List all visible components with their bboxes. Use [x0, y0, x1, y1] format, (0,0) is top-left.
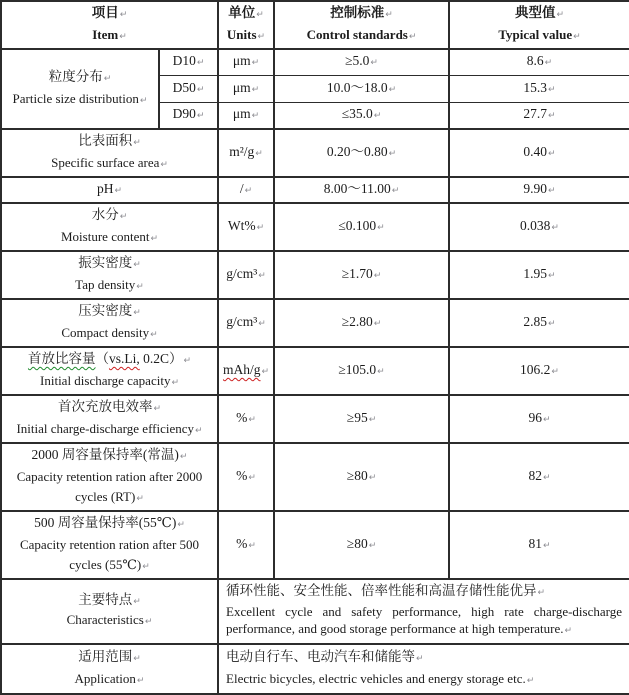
moisture-typical-cell	[449, 203, 629, 251]
d50-key-text: D50	[172, 79, 196, 95]
paragraph-mark-icon: ↵	[256, 10, 264, 20]
application-zh	[4, 647, 215, 669]
characteristics-label-cell	[1, 579, 218, 644]
idc-typical-cell	[449, 347, 629, 395]
paragraph-mark-icon: ↵	[255, 149, 263, 159]
paragraph-mark-icon: ↵	[548, 186, 556, 196]
d90-control-text: ≤35.0	[341, 106, 373, 122]
paragraph-mark-icon: ↵	[548, 319, 556, 329]
ssa-zh	[4, 131, 215, 153]
ret500-control-cell	[274, 511, 449, 579]
paragraph-mark-icon: ↵	[258, 319, 266, 329]
d90-unit-cell	[218, 102, 274, 129]
ret500-control-text: ≥80	[346, 536, 368, 551]
paragraph-mark-icon: ↵	[183, 356, 192, 366]
moisture-unit-cell	[218, 203, 274, 251]
paragraph-mark-icon: ↵	[251, 111, 260, 122]
ssa-en	[4, 153, 215, 175]
compact-item-cell	[1, 299, 218, 347]
d90-unit-text: μm	[232, 106, 251, 122]
header-item-en-text: Item	[92, 27, 119, 42]
ph-typical-text: 9.90	[523, 181, 548, 196]
ret2000-typical-cell	[449, 443, 629, 511]
paragraph-mark-icon: ↵	[177, 520, 185, 530]
header-item-en	[4, 25, 215, 47]
ret500-unit-text: %	[236, 536, 248, 551]
paragraph-mark-icon: ↵	[133, 653, 141, 664]
compact-control-cell	[274, 299, 449, 347]
d50-unit-text: μm	[232, 79, 251, 95]
table-row-initial-discharge	[1, 347, 629, 395]
paragraph-mark-icon: ↵	[103, 74, 112, 84]
d50-key-cell	[159, 75, 218, 102]
paragraph-mark-icon: ↵	[136, 675, 145, 686]
paragraph-mark-icon: ↵	[153, 404, 162, 414]
paragraph-mark-icon: ↵	[564, 626, 573, 636]
compact-typical-cell	[449, 299, 629, 347]
compact-zh-text: 压实密度	[78, 303, 133, 318]
table-row-ph	[1, 177, 629, 203]
header-typical-cell	[449, 1, 629, 49]
idc-unit-text: mAh/g	[222, 362, 261, 377]
ssa-typical-text: 0.40	[523, 144, 548, 159]
paragraph-mark-icon: ↵	[368, 415, 377, 425]
moisture-typical-text: 0.038	[520, 218, 551, 233]
paragraph-mark-icon: ↵	[251, 58, 260, 69]
header-control-zh-text: 控制标准	[330, 5, 385, 20]
header-item-zh-text: 项目	[91, 5, 119, 20]
tap-unit-cell	[218, 251, 274, 299]
eff-unit-text: %	[236, 410, 248, 425]
idc-control-cell	[274, 347, 449, 395]
paragraph-mark-icon: ↵	[160, 160, 168, 170]
header-typical-en-text: Typical value	[498, 27, 573, 42]
application-en-text: Application	[74, 670, 136, 686]
paragraph-mark-icon: ↵	[377, 223, 385, 233]
ret2000-zh-text: 2000 周容量保持率(常温)	[31, 447, 179, 462]
d10-control-cell	[274, 49, 449, 75]
idc-en-text: Initial discharge capacity	[40, 373, 171, 388]
paragraph-mark-icon: ↵	[368, 473, 377, 483]
d10-unit-text: μm	[232, 53, 251, 69]
tap-en	[4, 275, 215, 297]
idc-zh-name-text: 首放比容量	[27, 351, 96, 366]
ret500-en	[4, 535, 215, 577]
header-item-zh	[4, 3, 215, 25]
paragraph-mark-icon: ↵	[114, 186, 123, 196]
application-label-cell	[1, 644, 218, 694]
paragraph-mark-icon: ↵	[373, 111, 382, 122]
psd-en	[4, 89, 156, 111]
paragraph-mark-icon: ↵	[385, 10, 393, 20]
characteristics-content-en-text: Excellent cycle and safety performance, high rate charge-discharge performance, and good storage performance at high temperature.	[226, 603, 623, 636]
paragraph-mark-icon: ↵	[248, 541, 256, 551]
paragraph-mark-icon: ↵	[408, 32, 417, 42]
paragraph-mark-icon: ↵	[368, 541, 377, 551]
ret2000-item-cell	[1, 443, 218, 511]
paragraph-mark-icon: ↵	[556, 10, 565, 20]
compact-en-text: Compact density	[61, 325, 150, 340]
d90-key-cell	[159, 102, 218, 129]
ph-item-cell	[1, 177, 218, 203]
idc-en	[4, 371, 215, 393]
eff-control-cell	[274, 395, 449, 443]
ret2000-control-text: ≥80	[346, 468, 368, 483]
paragraph-mark-icon: ↵	[373, 319, 382, 329]
d10-key-cell	[159, 49, 218, 75]
ret500-zh	[4, 513, 215, 535]
eff-en	[4, 419, 215, 441]
paragraph-mark-icon: ↵	[388, 149, 397, 159]
characteristics-en	[4, 611, 215, 632]
characteristics-content-zh-text: 循环性能、安全性能、倍率性能和高温存储性能优异	[226, 583, 537, 598]
paragraph-mark-icon: ↵	[548, 111, 556, 122]
compact-zh	[4, 301, 215, 323]
paragraph-mark-icon: ↵	[544, 58, 553, 69]
paragraph-mark-icon: ↵	[257, 32, 266, 42]
header-typical-en	[452, 25, 627, 47]
d50-typical-text: 15.3	[523, 79, 548, 95]
ph-typical-cell	[449, 177, 629, 203]
tap-control-text: ≥1.70	[341, 266, 373, 281]
application-content-en-text: Electric bicycles, electric vehicles and energy storage etc.	[226, 670, 526, 686]
paragraph-mark-icon: ↵	[119, 212, 128, 222]
paragraph-mark-icon: ↵	[388, 84, 397, 95]
paragraph-mark-icon: ↵	[136, 494, 144, 504]
characteristics-en-text: Characteristics	[66, 612, 144, 628]
table-row-efficiency	[1, 395, 629, 443]
header-units-en	[221, 25, 271, 47]
characteristics-content-zh	[226, 582, 622, 603]
header-typical-zh-text: 典型值	[514, 5, 556, 20]
ret2000-typical-text: 82	[528, 468, 542, 483]
paragraph-mark-icon: ↵	[119, 10, 128, 20]
table-row-application	[1, 644, 629, 694]
paragraph-mark-icon: ↵	[133, 308, 141, 318]
d50-unit-cell	[218, 75, 274, 102]
header-control-en-text: Control standards	[306, 27, 408, 42]
paragraph-mark-icon: ↵	[542, 415, 551, 425]
paragraph-mark-icon: ↵	[537, 588, 546, 598]
table-row-characteristics	[1, 579, 629, 644]
ph-unit-cell	[218, 177, 274, 203]
eff-zh-text: 首次充放电效率	[57, 399, 153, 414]
ph-control-cell	[274, 177, 449, 203]
d90-key-text: D90	[172, 106, 196, 122]
d10-key-text: D10	[172, 53, 196, 69]
paragraph-mark-icon: ↵	[551, 223, 559, 233]
psd-zh-text: 粒度分布	[48, 69, 103, 84]
paragraph-mark-icon: ↵	[391, 186, 400, 196]
paragraph-mark-icon: ↵	[195, 426, 203, 436]
ret2000-unit-cell	[218, 443, 274, 511]
moisture-en	[4, 227, 215, 249]
table-row-retention-2000	[1, 443, 629, 511]
table-row-compact-density	[1, 299, 629, 347]
paragraph-mark-icon: ↵	[258, 271, 266, 281]
d10-unit-cell	[218, 49, 274, 75]
tap-zh-text: 振实密度	[78, 255, 133, 270]
eff-unit-cell	[218, 395, 274, 443]
d50-typical-cell	[449, 75, 629, 102]
tap-control-cell	[274, 251, 449, 299]
tap-unit-text: g/cm³	[226, 266, 258, 281]
paragraph-mark-icon: ↵	[136, 282, 144, 292]
paragraph-mark-icon: ↵	[548, 84, 556, 95]
ret2000-en-text: Capacity retention ration after 2000 cycles (RT)	[16, 469, 203, 504]
ssa-unit-text: m²/g	[229, 144, 255, 159]
application-content-zh-text: 电动自行车、电动汽车和储能等	[226, 648, 416, 664]
compact-en	[4, 323, 215, 345]
header-control-en	[277, 25, 446, 47]
application-content-en	[226, 669, 622, 691]
header-units-cell	[218, 1, 274, 49]
ret500-item-cell	[1, 511, 218, 579]
application-zh-text: 适用范围	[78, 648, 133, 664]
table-row-moisture	[1, 203, 629, 251]
compact-control-text: ≥2.80	[341, 314, 373, 329]
idc-item-cell	[1, 347, 218, 395]
paragraph-mark-icon: ↵	[373, 271, 382, 281]
header-control-zh	[277, 3, 446, 25]
ret500-en-text: Capacity retention ration after 500 cycles (55℃)	[19, 537, 200, 572]
tap-typical-text: 1.95	[523, 266, 548, 281]
idc-unit-cell	[218, 347, 274, 395]
table-row-tap-density	[1, 251, 629, 299]
paragraph-mark-icon: ↵	[133, 138, 141, 148]
paragraph-mark-icon: ↵	[150, 330, 158, 340]
paragraph-mark-icon: ↵	[142, 562, 150, 572]
moisture-control-text: ≤0.100	[338, 218, 377, 233]
moisture-zh-text: 水分	[91, 207, 119, 222]
tap-zh	[4, 253, 215, 275]
compact-typical-text: 2.85	[523, 314, 548, 329]
idc-typical-text: 106.2	[520, 362, 551, 377]
ret500-zh-text: 500 周容量保持率(55℃)	[34, 515, 177, 530]
ret2000-control-cell	[274, 443, 449, 511]
paragraph-mark-icon: ↵	[179, 452, 188, 462]
d10-typical-text: 8.6	[526, 53, 544, 69]
compact-unit-cell	[218, 299, 274, 347]
eff-en-text: Initial charge-discharge efficiency	[16, 421, 195, 436]
header-row	[1, 1, 629, 49]
idc-zh-paren-text: （	[95, 351, 109, 366]
paragraph-mark-icon: ↵	[261, 367, 270, 377]
particle-size-label-cell	[1, 49, 159, 129]
table-row-retention-500	[1, 511, 629, 579]
paragraph-mark-icon: ↵	[370, 58, 378, 69]
table-row-ssa	[1, 129, 629, 177]
tap-item-cell	[1, 251, 218, 299]
characteristics-zh-text: 主要特点	[78, 591, 133, 607]
paragraph-mark-icon: ↵	[248, 415, 256, 425]
moisture-unit-text: Wt%	[227, 218, 256, 233]
characteristics-content-en	[226, 603, 622, 641]
compact-unit-text: g/cm³	[226, 314, 258, 329]
paragraph-mark-icon: ↵	[196, 111, 205, 122]
paragraph-mark-icon: ↵	[416, 653, 424, 664]
ssa-en-text: Specific surface area	[51, 155, 160, 170]
d90-typical-cell	[449, 102, 629, 129]
application-content-zh	[226, 647, 622, 669]
moisture-en-text: Moisture content	[61, 229, 150, 244]
ssa-typical-cell	[449, 129, 629, 177]
header-item-cell	[1, 1, 218, 49]
paragraph-mark-icon: ↵	[542, 541, 551, 551]
paragraph-mark-icon: ↵	[251, 84, 260, 95]
tap-typical-cell	[449, 251, 629, 299]
ssa-item-cell	[1, 129, 218, 177]
paragraph-mark-icon: ↵	[196, 84, 205, 95]
eff-zh	[4, 397, 215, 419]
d90-typical-text: 27.7	[523, 106, 548, 122]
ssa-zh-text: 比表面积	[78, 133, 133, 148]
psd-en-text: Particle size distribution	[12, 91, 139, 106]
eff-control-text: ≥95	[346, 410, 368, 425]
moisture-control-cell	[274, 203, 449, 251]
ph-control-text: 8.00～11.00	[323, 181, 391, 196]
d50-control-text: 10.0～18.0	[326, 79, 388, 95]
idc-zh	[4, 349, 215, 371]
paragraph-mark-icon: ↵	[248, 473, 256, 483]
moisture-item-cell	[1, 203, 218, 251]
eff-item-cell	[1, 395, 218, 443]
paragraph-mark-icon: ↵	[548, 271, 556, 281]
eff-typical-text: 96	[528, 410, 542, 425]
ret2000-zh	[4, 445, 215, 467]
header-units-zh-text: 单位	[228, 5, 256, 20]
header-typical-zh	[452, 3, 627, 25]
paragraph-mark-icon: ↵	[144, 617, 153, 628]
eff-typical-cell	[449, 395, 629, 443]
paragraph-mark-icon: ↵	[119, 32, 127, 42]
ret2000-en	[4, 467, 215, 509]
psd-zh	[4, 67, 156, 89]
paragraph-mark-icon: ↵	[171, 378, 179, 388]
paragraph-mark-icon: ↵	[133, 260, 141, 270]
paragraph-mark-icon: ↵	[551, 367, 559, 377]
idc-zh-rest-text: 0.2C）	[139, 351, 183, 366]
idc-control-text: ≥105.0	[338, 362, 377, 377]
paragraph-mark-icon: ↵	[196, 58, 205, 69]
tap-en-text: Tap density	[75, 277, 136, 292]
characteristics-zh	[4, 591, 215, 612]
paragraph-mark-icon: ↵	[244, 186, 253, 196]
paragraph-mark-icon: ↵	[542, 473, 551, 483]
paragraph-mark-icon: ↵	[548, 149, 556, 159]
ret500-unit-cell	[218, 511, 274, 579]
d90-control-cell	[274, 102, 449, 129]
d10-typical-cell	[449, 49, 629, 75]
ret500-typical-cell	[449, 511, 629, 579]
d10-control-text: ≥5.0	[345, 53, 370, 69]
paragraph-mark-icon: ↵	[256, 223, 265, 233]
ph-zh-text: pH	[96, 181, 114, 196]
header-control-cell	[274, 1, 449, 49]
paragraph-mark-icon: ↵	[150, 234, 159, 244]
idc-vsli-text: vs.Li,	[108, 351, 140, 366]
ssa-control-cell	[274, 129, 449, 177]
moisture-zh	[4, 205, 215, 227]
paragraph-mark-icon: ↵	[133, 596, 141, 607]
header-units-zh	[221, 3, 271, 25]
paragraph-mark-icon: ↵	[573, 32, 581, 42]
application-en	[4, 669, 215, 691]
ssa-unit-cell	[218, 129, 274, 177]
paragraph-mark-icon: ↵	[139, 96, 148, 106]
table-row-d10	[1, 49, 629, 75]
d50-control-cell	[274, 75, 449, 102]
paragraph-mark-icon: ↵	[526, 675, 535, 686]
paragraph-mark-icon: ↵	[377, 367, 385, 377]
characteristics-content-cell	[218, 579, 629, 644]
ret2000-unit-text: %	[236, 468, 248, 483]
header-units-en-text: Units	[226, 27, 257, 42]
ssa-control-text: 0.20～0.80	[326, 144, 388, 159]
ret500-typical-text: 81	[528, 536, 542, 551]
ph-unit-text: /	[239, 181, 244, 196]
application-content-cell	[218, 644, 629, 694]
